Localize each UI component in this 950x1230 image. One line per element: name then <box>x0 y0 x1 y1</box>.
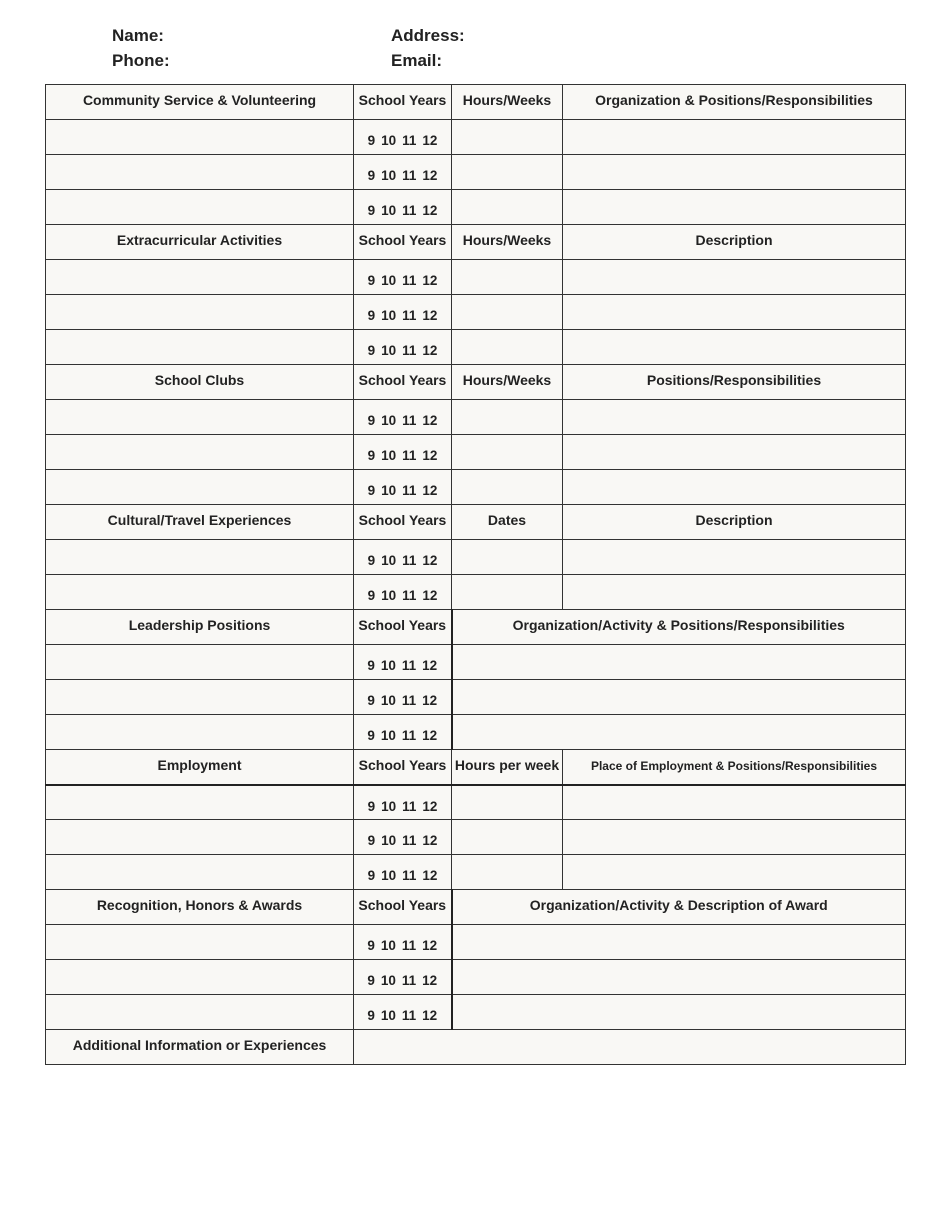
school-years-selector[interactable] <box>354 820 452 855</box>
column-header: Place of Employment & Positions/Responsibilities <box>563 750 906 785</box>
entry-cell[interactable] <box>452 155 563 190</box>
year-option[interactable]: 9 <box>367 798 376 814</box>
year-option[interactable]: 12 <box>422 833 438 848</box>
school-years-selector[interactable] <box>354 575 452 610</box>
entry-cell[interactable] <box>452 260 563 295</box>
year-option[interactable]: 11 <box>401 1008 417 1023</box>
table-row <box>46 995 906 1030</box>
entry-cell[interactable] <box>452 680 906 715</box>
school-years-selector[interactable] <box>354 645 452 680</box>
year-option[interactable]: 11 <box>401 728 417 743</box>
school-years-selector[interactable] <box>354 400 452 435</box>
table-row <box>46 715 906 750</box>
column-header: Organization & Positions/Responsibilities <box>563 85 906 120</box>
entry-cell[interactable] <box>563 260 906 295</box>
entry-cell[interactable] <box>46 155 354 190</box>
year-option[interactable]: 9 <box>367 938 375 953</box>
year-option[interactable]: 9 <box>367 1008 375 1023</box>
section-header-row <box>46 505 906 540</box>
year-option[interactable]: 11 <box>402 553 417 568</box>
entry-cell[interactable] <box>452 855 563 890</box>
school-years-selector[interactable] <box>354 925 452 960</box>
year-option[interactable]: 12 <box>422 273 438 288</box>
entry-cell[interactable] <box>46 435 354 470</box>
section-header-row <box>46 225 906 260</box>
year-option[interactable]: 11 <box>402 168 417 183</box>
entry-cell[interactable] <box>46 330 354 365</box>
year-option[interactable]: 11 <box>401 973 417 988</box>
year-option[interactable]: 9 <box>367 343 376 358</box>
section-header-row <box>46 85 906 120</box>
school-years-header: School Years <box>354 365 452 400</box>
year-option[interactable]: 11 <box>401 693 417 708</box>
column-header: Description <box>563 505 906 540</box>
table-row <box>46 190 906 225</box>
table-row <box>46 155 906 190</box>
year-option[interactable]: 11 <box>402 133 417 148</box>
entry-cell[interactable] <box>563 435 906 470</box>
year-option[interactable]: 12 <box>422 553 438 568</box>
year-option[interactable]: 10 <box>381 168 397 183</box>
entry-cell[interactable] <box>452 995 906 1030</box>
entry-cell[interactable] <box>452 715 906 750</box>
year-option[interactable]: 10 <box>380 938 396 953</box>
entry-cell[interactable] <box>563 575 906 610</box>
entry-cell[interactable] <box>452 330 563 365</box>
year-option[interactable]: 12 <box>422 728 438 743</box>
entry-cell[interactable] <box>452 960 906 995</box>
year-option[interactable]: 12 <box>422 973 438 988</box>
entry-cell[interactable] <box>563 155 906 190</box>
school-years-selector[interactable] <box>354 470 452 505</box>
year-option[interactable]: 12 <box>422 203 438 218</box>
year-option[interactable]: 10 <box>381 483 397 498</box>
entry-cell[interactable] <box>452 645 906 680</box>
entry-cell[interactable] <box>452 540 563 575</box>
year-option[interactable]: 12 <box>422 1008 438 1023</box>
section-title: Cultural/Travel Experiences <box>46 505 354 540</box>
entry-cell[interactable] <box>563 295 906 330</box>
year-option[interactable]: 12 <box>422 798 438 814</box>
entry-cell[interactable] <box>354 1030 906 1065</box>
entry-cell[interactable] <box>46 295 354 330</box>
column-header: Organization/Activity & Description of Award <box>452 890 906 925</box>
year-option[interactable]: 10 <box>380 693 396 708</box>
school-years-header: School Years <box>354 85 452 120</box>
column-header: Dates <box>452 505 563 540</box>
table-row <box>46 575 906 610</box>
year-option[interactable]: 10 <box>380 1008 396 1023</box>
column-header: Positions/Responsibilities <box>563 365 906 400</box>
table-row <box>46 540 906 575</box>
year-option[interactable]: 12 <box>422 413 438 428</box>
section-title: Extracurricular Activities <box>46 225 354 260</box>
entry-cell[interactable] <box>452 400 563 435</box>
year-option[interactable]: 10 <box>381 798 397 814</box>
entry-cell[interactable] <box>46 575 354 610</box>
table-row <box>46 820 906 855</box>
year-option[interactable]: 12 <box>422 343 438 358</box>
entry-cell[interactable] <box>46 260 354 295</box>
entry-cell[interactable] <box>452 785 563 820</box>
section-title: Recognition, Honors & Awards <box>46 890 354 925</box>
address-label: Address: <box>391 26 465 45</box>
table-row <box>46 330 906 365</box>
year-option[interactable]: 10 <box>381 343 397 358</box>
school-years-selector[interactable] <box>354 260 452 295</box>
table-row <box>46 785 906 820</box>
year-option[interactable]: 12 <box>422 483 438 498</box>
year-option[interactable]: 9 <box>367 308 376 323</box>
table-row <box>46 925 906 960</box>
entry-cell[interactable] <box>563 820 906 855</box>
year-option[interactable]: 9 <box>367 693 375 708</box>
school-years-selector[interactable] <box>354 680 452 715</box>
school-years-header: School Years <box>354 610 452 645</box>
entry-cell[interactable] <box>452 820 563 855</box>
year-option[interactable]: 12 <box>422 658 438 673</box>
year-option[interactable]: 11 <box>402 273 417 288</box>
section-header-row <box>46 610 906 645</box>
section-title: School Clubs <box>46 365 354 400</box>
school-years-selector[interactable] <box>354 190 452 225</box>
year-option[interactable]: 9 <box>367 868 376 883</box>
year-option[interactable]: 11 <box>401 938 417 953</box>
entry-cell[interactable] <box>452 575 563 610</box>
year-option[interactable]: 11 <box>402 798 417 814</box>
year-option[interactable]: 10 <box>380 973 396 988</box>
table-row <box>46 960 906 995</box>
entry-cell[interactable] <box>46 995 354 1030</box>
entry-cell[interactable] <box>563 400 906 435</box>
table-row <box>46 295 906 330</box>
year-option[interactable]: 9 <box>367 413 376 428</box>
entry-cell[interactable] <box>452 435 563 470</box>
year-option[interactable]: 12 <box>422 133 438 148</box>
year-option[interactable]: 11 <box>401 658 417 673</box>
section-header-row <box>46 890 906 925</box>
entry-cell[interactable] <box>46 715 354 750</box>
year-option[interactable]: 10 <box>380 728 396 743</box>
entry-cell[interactable] <box>563 470 906 505</box>
entry-cell[interactable] <box>452 925 906 960</box>
entry-cell[interactable] <box>46 645 354 680</box>
table-row <box>46 855 906 890</box>
school-years-selector[interactable] <box>354 785 452 820</box>
column-header: Hours per week <box>452 750 563 785</box>
year-option[interactable]: 11 <box>402 833 417 848</box>
table-row <box>46 120 906 155</box>
year-option[interactable]: 10 <box>381 273 397 288</box>
entry-cell[interactable] <box>563 190 906 225</box>
year-option[interactable]: 10 <box>381 203 397 218</box>
entry-cell[interactable] <box>452 190 563 225</box>
school-years-selector[interactable] <box>354 715 452 750</box>
entry-cell[interactable] <box>563 540 906 575</box>
entry-cell[interactable] <box>46 855 354 890</box>
year-option[interactable]: 9 <box>367 973 375 988</box>
section-title: Leadership Positions <box>46 610 354 645</box>
year-option[interactable]: 12 <box>422 588 438 603</box>
entry-cell[interactable] <box>46 400 354 435</box>
table-row <box>46 435 906 470</box>
column-header: Hours/Weeks <box>452 225 563 260</box>
entry-cell[interactable] <box>46 680 354 715</box>
school-years-header: School Years <box>354 890 452 925</box>
year-option[interactable]: 11 <box>402 308 417 323</box>
year-option[interactable]: 12 <box>422 868 438 883</box>
phone-label: Phone: <box>112 51 170 70</box>
year-option[interactable]: 9 <box>367 203 376 218</box>
entry-cell[interactable] <box>46 120 354 155</box>
entry-cell[interactable] <box>563 785 906 820</box>
year-option[interactable]: 10 <box>381 448 397 463</box>
school-years-header: School Years <box>354 750 452 785</box>
entry-cell[interactable] <box>46 190 354 225</box>
year-option[interactable]: 9 <box>367 168 376 183</box>
email-label: Email: <box>391 51 443 70</box>
name-label: Name: <box>112 26 164 45</box>
year-option[interactable]: 11 <box>402 203 417 218</box>
year-option[interactable]: 12 <box>422 693 438 708</box>
school-years-selector[interactable] <box>354 435 452 470</box>
entry-cell[interactable] <box>46 820 354 855</box>
column-header: Description <box>563 225 906 260</box>
year-option[interactable]: 10 <box>381 553 397 568</box>
entry-cell[interactable] <box>452 470 563 505</box>
school-years-selector[interactable] <box>354 295 452 330</box>
entry-cell[interactable] <box>452 120 563 155</box>
additional-info-row <box>46 1030 906 1065</box>
year-option[interactable]: 11 <box>402 413 417 428</box>
year-option[interactable]: 9 <box>367 833 376 848</box>
table-row <box>46 400 906 435</box>
section-title: Additional Information or Experiences <box>46 1030 354 1065</box>
year-option[interactable]: 10 <box>381 133 397 148</box>
school-years-selector[interactable] <box>354 995 452 1030</box>
year-option[interactable]: 11 <box>402 343 417 358</box>
school-years-selector[interactable] <box>354 155 452 190</box>
entry-cell[interactable] <box>46 925 354 960</box>
school-years-selector[interactable] <box>354 330 452 365</box>
year-option[interactable]: 9 <box>367 553 376 568</box>
table-row <box>46 680 906 715</box>
entry-cell[interactable] <box>46 960 354 995</box>
school-years-header: School Years <box>354 225 452 260</box>
year-option[interactable]: 11 <box>402 868 417 883</box>
school-years-selector[interactable] <box>354 540 452 575</box>
activities-table <box>45 84 906 1065</box>
year-option[interactable]: 10 <box>381 833 397 848</box>
school-years-selector[interactable] <box>354 855 452 890</box>
year-option[interactable]: 11 <box>402 588 417 603</box>
year-option[interactable]: 9 <box>367 133 376 148</box>
year-option[interactable]: 12 <box>422 168 438 183</box>
year-option[interactable]: 9 <box>367 658 375 673</box>
year-option[interactable]: 10 <box>381 588 397 603</box>
section-title: Community Service & Volunteering <box>46 85 354 120</box>
table-row <box>46 260 906 295</box>
year-option[interactable]: 10 <box>380 658 396 673</box>
entry-cell[interactable] <box>563 855 906 890</box>
column-header: Hours/Weeks <box>452 365 563 400</box>
school-years-header: School Years <box>354 505 452 540</box>
year-option[interactable]: 11 <box>402 483 417 498</box>
year-option[interactable]: 9 <box>367 448 376 463</box>
section-header-row <box>46 365 906 400</box>
year-option[interactable]: 9 <box>367 588 376 603</box>
year-option[interactable]: 11 <box>402 448 417 463</box>
section-title: Employment <box>46 750 354 785</box>
year-option[interactable]: 12 <box>422 308 438 323</box>
year-option[interactable]: 10 <box>381 868 397 883</box>
entry-cell[interactable] <box>563 330 906 365</box>
year-option[interactable]: 9 <box>367 483 376 498</box>
column-header: Hours/Weeks <box>452 85 563 120</box>
year-option[interactable]: 9 <box>367 728 375 743</box>
entry-cell[interactable] <box>46 540 354 575</box>
entry-cell[interactable] <box>563 120 906 155</box>
year-option[interactable]: 10 <box>381 413 397 428</box>
year-option[interactable]: 9 <box>367 273 376 288</box>
table-row <box>46 470 906 505</box>
year-option[interactable]: 12 <box>422 938 438 953</box>
entry-cell[interactable] <box>46 470 354 505</box>
school-years-selector[interactable] <box>354 960 452 995</box>
column-header: Organization/Activity & Positions/Responsibilities <box>452 610 906 645</box>
school-years-selector[interactable] <box>354 120 452 155</box>
entry-cell[interactable] <box>452 295 563 330</box>
year-option[interactable]: 10 <box>381 308 397 323</box>
entry-cell[interactable] <box>46 785 354 820</box>
year-option[interactable]: 12 <box>422 448 438 463</box>
section-header-row <box>46 750 906 785</box>
table-row <box>46 645 906 680</box>
